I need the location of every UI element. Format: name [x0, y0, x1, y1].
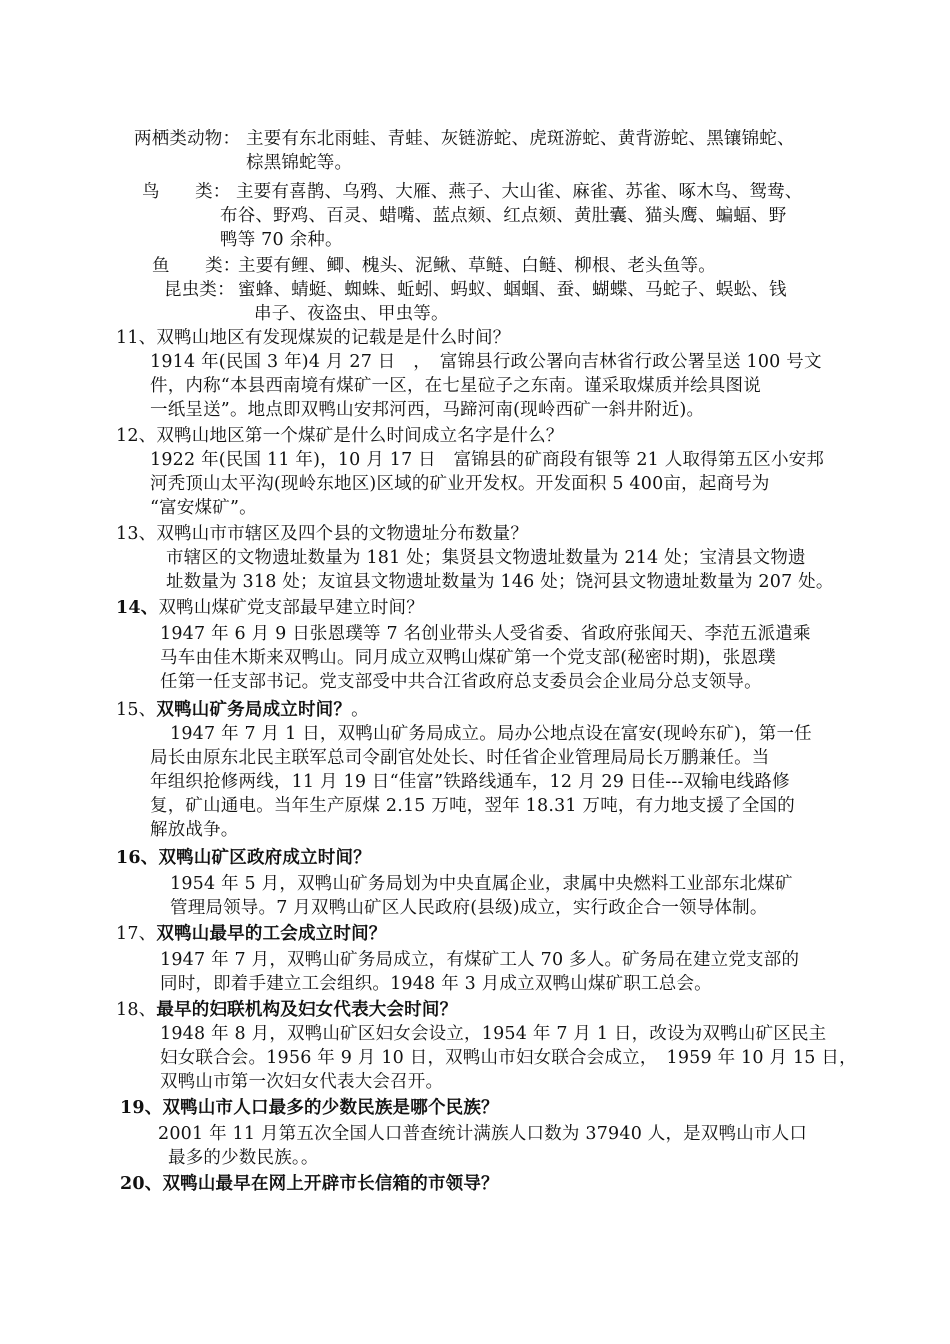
question-text: 最早的妇联机构及妇女代表大会时间？	[156, 1000, 458, 1020]
answer-15: 1947 年 7 月 1 日，双鸭山矿务局成立。局办公地点设在富安(现岭东矿)，第一任	[170, 724, 812, 744]
fish-label: 鱼 类：	[152, 256, 241, 276]
answer-11: 一纸呈送”。地点即双鸭山安邦河西，马蹄河南(现岭西矿一斜井附近)。	[150, 400, 705, 420]
answer-19: 2001 年 11 月第五次全国人口普查统计满族人口数为 37940 人，是双鸭山市人口	[158, 1124, 808, 1144]
answer-16: 管理局领导。7 月双鸭山矿区人民政府(县级)成立，实行政企合一领导体制。	[170, 898, 768, 918]
answer-12: “富安煤矿”。	[150, 498, 257, 518]
answer-12: 河秃顶山太平沟(现岭东地区)区域的矿业开发权。开发面积 5 400亩，起商号为	[150, 474, 770, 494]
answer-18: 妇女联合会。1956 年 9 月 10 日，双鸭山市妇女联合会成立， 1959 年 10 月 15 日，	[160, 1048, 857, 1068]
birds-label: 鸟 类：	[142, 182, 231, 202]
question-17	[116, 922, 386, 946]
insects-text: 蜜蜂、蜻蜓、蜘蛛、蚯蚓、蚂蚁、蝈蝈、蚕、蝴蝶、马蛇子、蜈蚣、钱	[238, 280, 787, 300]
question-16: 16、双鸭山矿区政府成立时间？	[116, 848, 371, 868]
answer-18: 双鸭山市第一次妇女代表大会召开。	[160, 1072, 444, 1092]
answer-13: 市辖区的文物遗址数量为 181 处；集贤县文物遗址数量为 214 处；宝清县文物遗	[166, 548, 806, 568]
answer-15: 复，矿山通电。当年生产原煤 2.15 万吨，翌年 18.31 万吨，有力地支援了全国的	[150, 796, 795, 816]
answer-17: 1947 年 7 月，双鸭山矿务局成立，有煤矿工人 70 多人。矿务局在建立党支部的	[160, 950, 800, 970]
fish-text: 主要有鲤、鲫、槐头、泥鳅、草鲢、白鲢、柳根、老头鱼等。	[238, 256, 716, 276]
answer-15: 年组织抢修两线，11 月 19 日“佳富”铁路线通车，12 月 29 日佳---双输电线路修	[150, 772, 790, 792]
amphibians-label: 两栖类动物：	[134, 129, 241, 149]
question-text: 双鸭山最早的工会成立时间？	[156, 924, 387, 944]
answer-15: 解放战争。	[150, 820, 239, 840]
birds-text: 主要有喜鹊、乌鸦、大雁、燕子、大山雀、麻雀、苏雀、啄木鸟、鸳鸯、	[236, 182, 803, 202]
answer-18: 1948 年 8 月，双鸭山矿区妇女会设立，1954 年 7 月 1 日，改设为双鸭山矿区民主	[160, 1024, 827, 1044]
amphibians-text: 主要有东北雨蛙、青蛙、灰链游蛇、虎斑游蛇、黄背游蛇、黑镶锦蛇、	[246, 129, 795, 149]
answer-15: 局长由原东北民主联军总司令副官处处长、时任省企业管理局局长万鹏兼任。当	[150, 748, 770, 768]
answer-14: 任第一任支部书记。党支部受中共合江省政府总支委员会企业局分总支领导。	[160, 672, 762, 692]
question-20: 20、双鸭山最早在网上开辟市长信箱的市领导？	[120, 1174, 499, 1194]
birds-text: 鸭等 70 余种。	[220, 230, 343, 250]
answer-13: 址数量为 318 处；友谊县文物遗址数量为 146 处；饶河县文物遗址数量为 207 处。	[166, 572, 834, 592]
answer-12: 1922 年(民国 11 年)，10 月 17 日 富锦县的矿商段有银等 21 人取得第五区小安邦	[150, 450, 825, 470]
question-15	[116, 698, 369, 722]
amphibians-text: 棕黑锦蛇等。	[246, 153, 353, 173]
insects-label: 昆虫类：	[164, 280, 235, 300]
answer-11: 件，内称“本县西南境有煤矿一区，在七星砬子之东南。谨采取煤质并绘具图说	[150, 376, 761, 396]
answer-19: 最多的少数民族。。	[168, 1148, 319, 1168]
birds-text: 布谷、野鸡、百灵、蜡嘴、蓝点颏、红点颏、黄肚囊、猫头鹰、蝙蝠、野	[220, 206, 787, 226]
question-tail: 。	[351, 700, 369, 720]
question-text: 双鸭山矿务局成立时间？	[156, 700, 352, 720]
question-19: 19、双鸭山市人口最多的少数民族是哪个民族？	[120, 1098, 499, 1118]
question-text: 双鸭山煤矿党支部最早建立时间？	[158, 598, 424, 618]
answer-14: 马车由佳木斯来双鸭山。同月成立双鸭山煤矿第一个党支部(秘密时期)，张恩璞	[160, 648, 776, 668]
question-number: 17、	[116, 924, 157, 944]
insects-text: 串子、夜盗虫、甲虫等。	[254, 304, 449, 324]
question-number: 18、	[116, 1000, 157, 1020]
question-11: 11、双鸭山地区有发现煤炭的记载是是什么时间？	[116, 328, 511, 348]
question-18	[116, 998, 457, 1022]
question-12: 12、双鸭山地区第一个煤矿是什么时间成立名字是什么？	[116, 426, 564, 446]
answer-17: 同时，即着手建立工会组织。1948 年 3 月成立双鸭山煤矿职工总会。	[160, 974, 712, 994]
answer-16: 1954 年 5 月，双鸭山矿务局划为中央直属企业，隶属中央燃料工业部东北煤矿	[170, 874, 793, 894]
question-14	[116, 596, 424, 620]
answer-11: 1914 年(民国 3 年)4 月 27 日 ， 富锦县行政公署向吉林省行政公署呈送 100 号文	[150, 352, 822, 372]
question-number: 14、	[116, 598, 159, 618]
question-13: 13、双鸭山市市辖区及四个县的文物遗址分布数量？	[116, 524, 529, 544]
answer-14: 1947 年 6 月 9 日张恩璞等 7 名创业带头人受省委、省政府张闻天、李范五派遣乘	[160, 624, 811, 644]
question-number: 15、	[116, 700, 157, 720]
